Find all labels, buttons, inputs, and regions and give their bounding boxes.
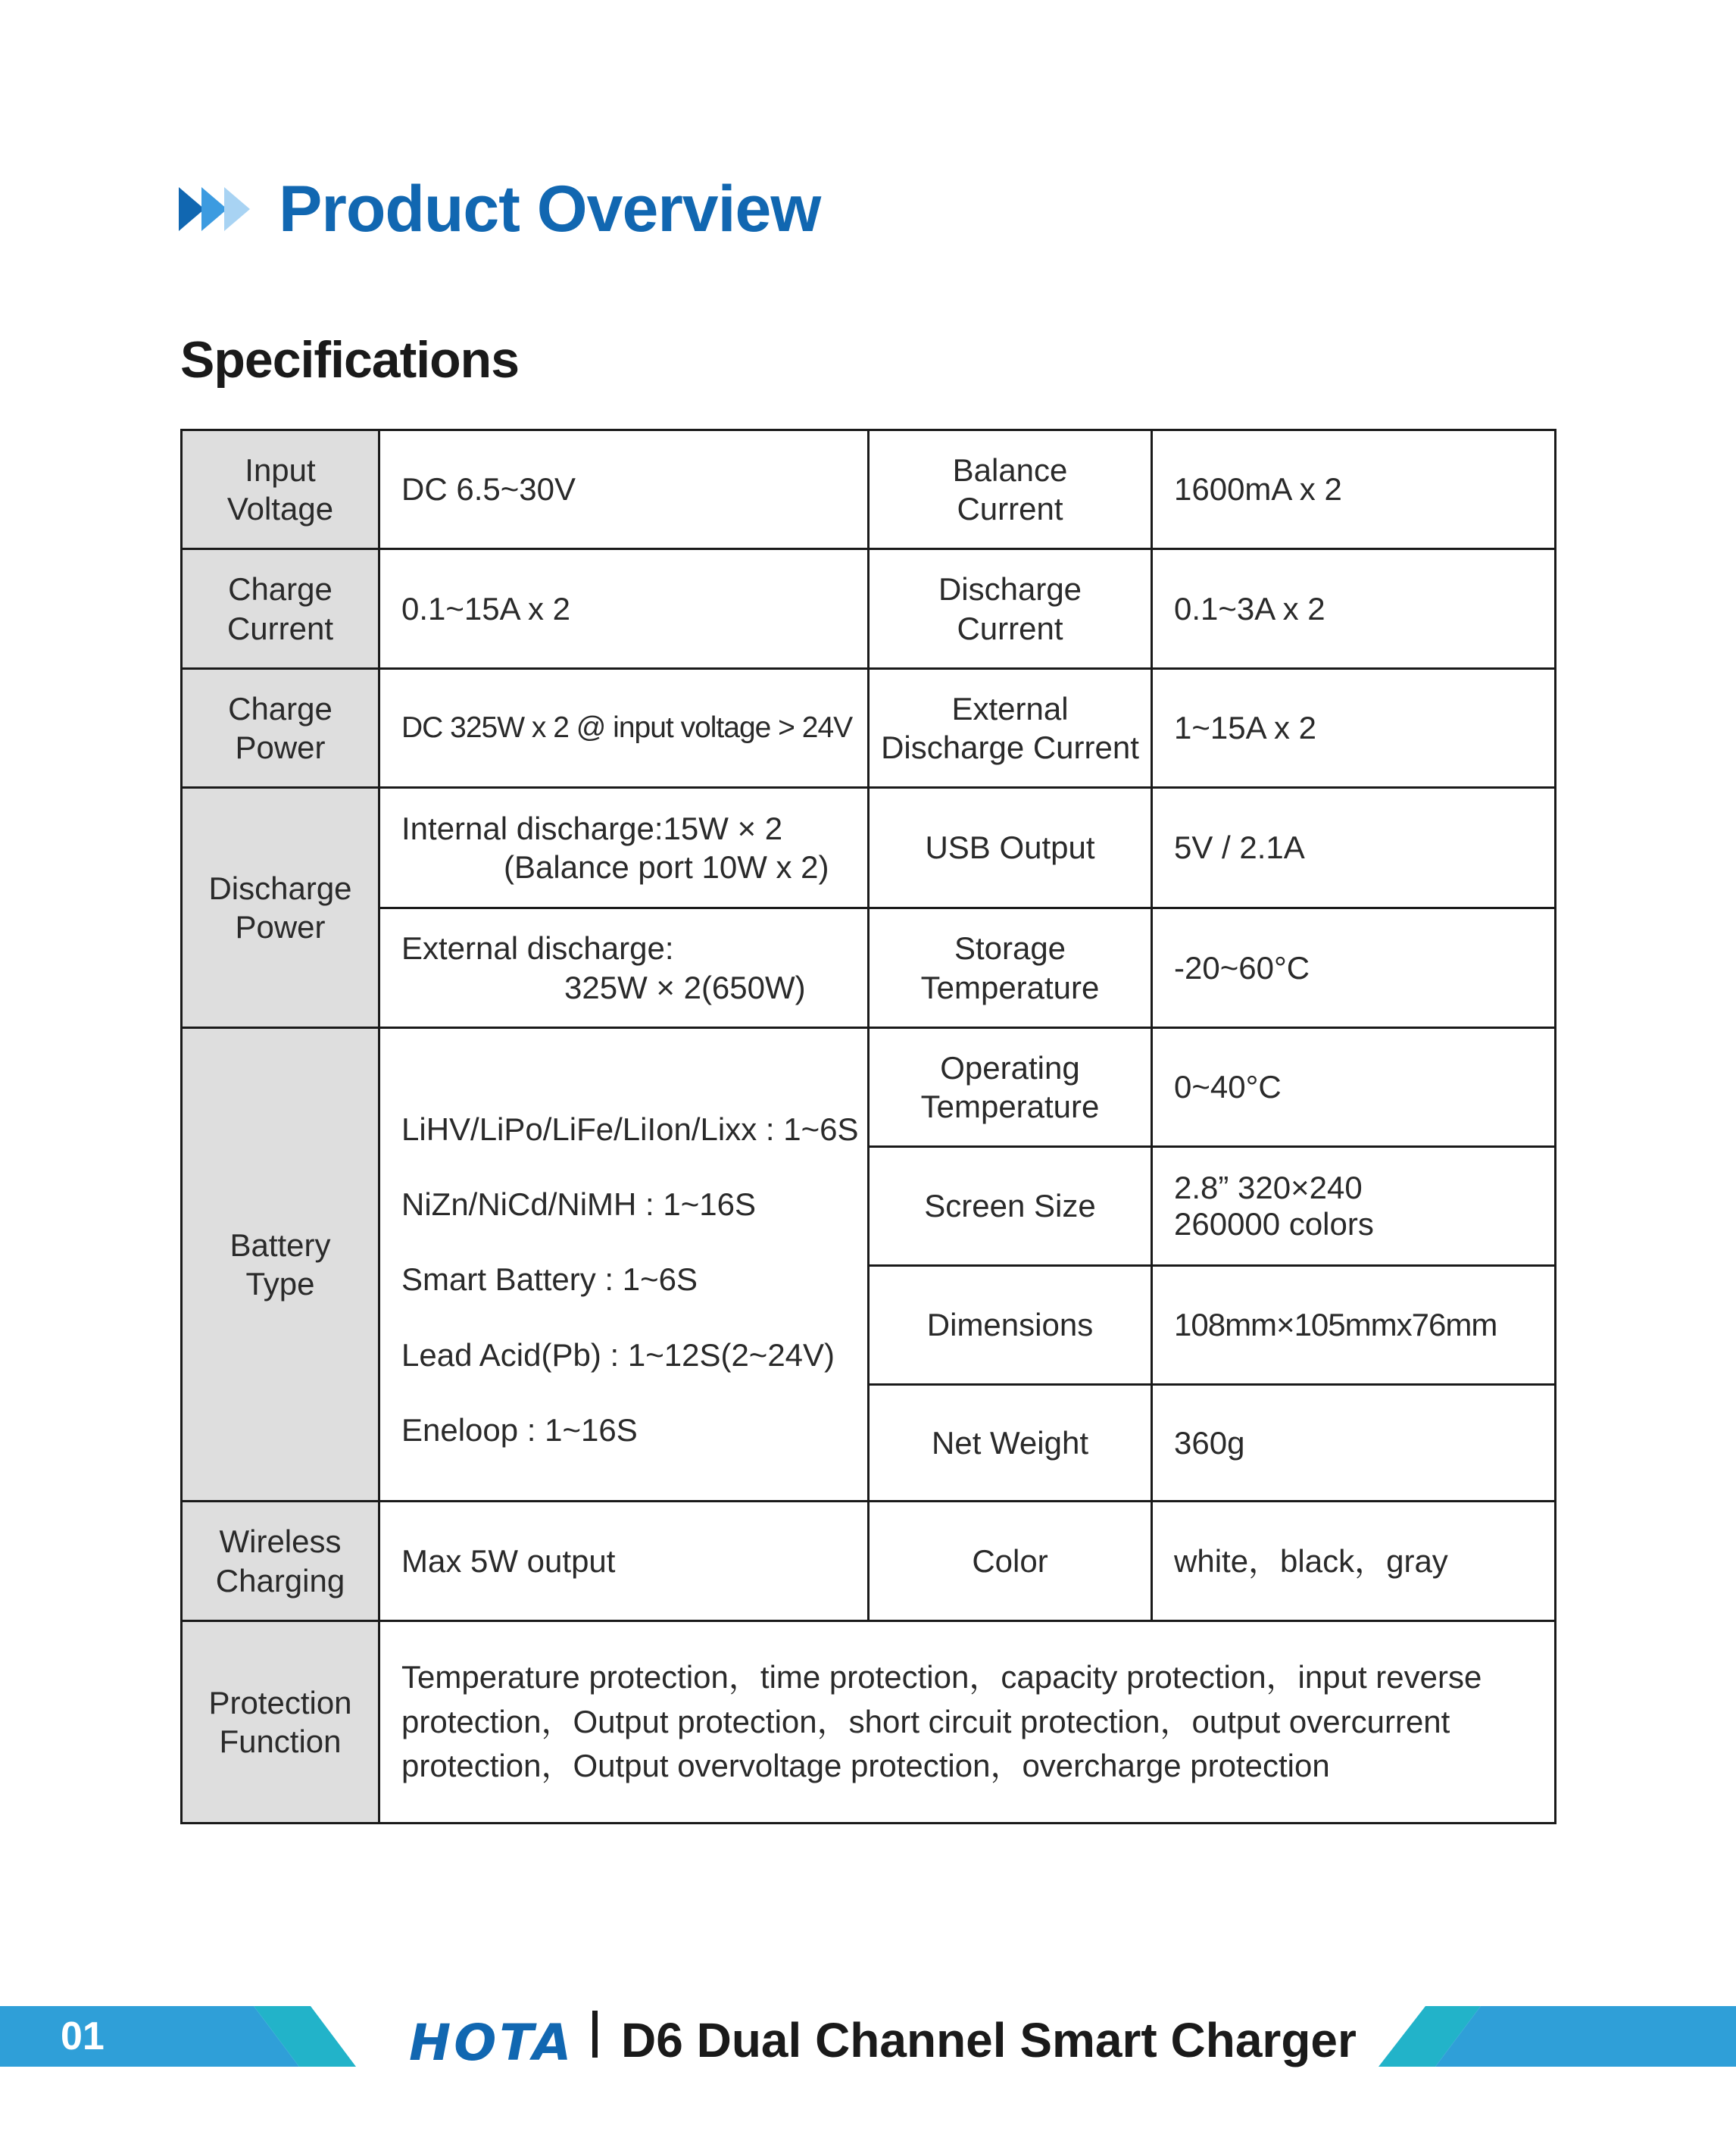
balance-current-label: Balance Current <box>867 429 1153 550</box>
charge-power-label: Charge Power <box>180 667 380 789</box>
battery-type-list <box>378 1027 870 1502</box>
storage-temperature-value: -20~60°C <box>1151 907 1556 1029</box>
list-item: NiZn/NiCd/NiMH : 1~16S <box>401 1186 756 1223</box>
battery-type-label: Battery Type <box>180 1027 380 1502</box>
balance-current-value: 1600mA x 2 <box>1151 429 1556 550</box>
screen-size-label: Screen Size <box>867 1145 1153 1267</box>
input-voltage-label: Input Voltage <box>180 429 380 550</box>
discharge-current-value: 0.1~3A x 2 <box>1151 548 1556 670</box>
brand-logo: HOTA <box>409 2014 575 2072</box>
usb-output-value: 5V / 2.1A <box>1151 786 1556 909</box>
screen-size-value: 2.8” 320×240 260000 colors <box>1151 1145 1556 1267</box>
external-discharge-current-label: External Discharge Current <box>867 667 1153 789</box>
charge-current-label: Charge Current <box>180 548 380 670</box>
charge-power-value: DC 325W x 2 @ input voltage > 24V <box>378 667 870 789</box>
charge-current-value: 0.1~15A x 2 <box>378 548 870 670</box>
net-weight-value: 360g <box>1151 1383 1556 1502</box>
operating-temperature-value: 0~40°C <box>1151 1027 1556 1148</box>
discharge-current-label: Discharge Current <box>867 548 1153 670</box>
wireless-charging-value: Max 5W output <box>378 1500 870 1622</box>
double-chevron-right-icon <box>179 183 251 236</box>
wireless-charging-label: Wireless Charging <box>180 1500 380 1622</box>
product-name: D6 Dual Channel Smart Charger <box>621 2013 1357 2067</box>
section-title: Specifications <box>180 331 520 389</box>
usb-output-label: USB Output <box>867 786 1153 909</box>
page-header <box>179 171 820 247</box>
net-weight-label: Net Weight <box>867 1383 1153 1502</box>
list-item: Lead Acid(Pb) : 1~12S(2~24V) <box>401 1336 835 1373</box>
input-voltage-value: DC 6.5~30V <box>378 429 870 550</box>
list-item: Smart Battery : 1~6S <box>401 1261 698 1298</box>
dimensions-label: Dimensions <box>867 1264 1153 1386</box>
internal-discharge-line2: (Balance port 10W x 2) <box>504 849 829 885</box>
internal-discharge-line1: Internal discharge:15W × 2 <box>401 810 783 846</box>
page-title: Product Overview <box>279 172 821 245</box>
discharge-power-label: Discharge Power <box>180 786 380 1029</box>
storage-temperature-label: Storage Temperature <box>867 907 1153 1029</box>
external-discharge-line2: 325W × 2(650W) <box>564 969 806 1005</box>
protection-function-value: Temperature protection，time protection，capacity protection，input reverse protection，Output protection，short circuit protection，output overcurrent protection，Output overvoltage protection，overcharge protection <box>378 1620 1556 1824</box>
list-item: LiHV/LiPo/LiFe/LiIon/Lixx : 1~6S <box>401 1111 859 1147</box>
page-number: 01 <box>61 2014 105 2058</box>
operating-temperature-label: Operating Temperature <box>867 1027 1153 1148</box>
specifications-table <box>180 429 1556 1824</box>
protection-function-label: Protection Function <box>180 1620 380 1824</box>
external-discharge-line1: External discharge: <box>401 930 674 967</box>
color-value: white，black，gray <box>1151 1500 1556 1622</box>
dimensions-value: 108mm×105mmx76mm <box>1151 1264 1556 1386</box>
external-discharge-value <box>378 907 870 1029</box>
internal-discharge-value <box>378 786 870 909</box>
external-discharge-current-value: 1~15A x 2 <box>1151 667 1556 789</box>
brand-divider <box>592 2011 598 2058</box>
list-item: Eneloop : 1~16S <box>401 1411 638 1448</box>
color-label: Color <box>867 1500 1153 1622</box>
